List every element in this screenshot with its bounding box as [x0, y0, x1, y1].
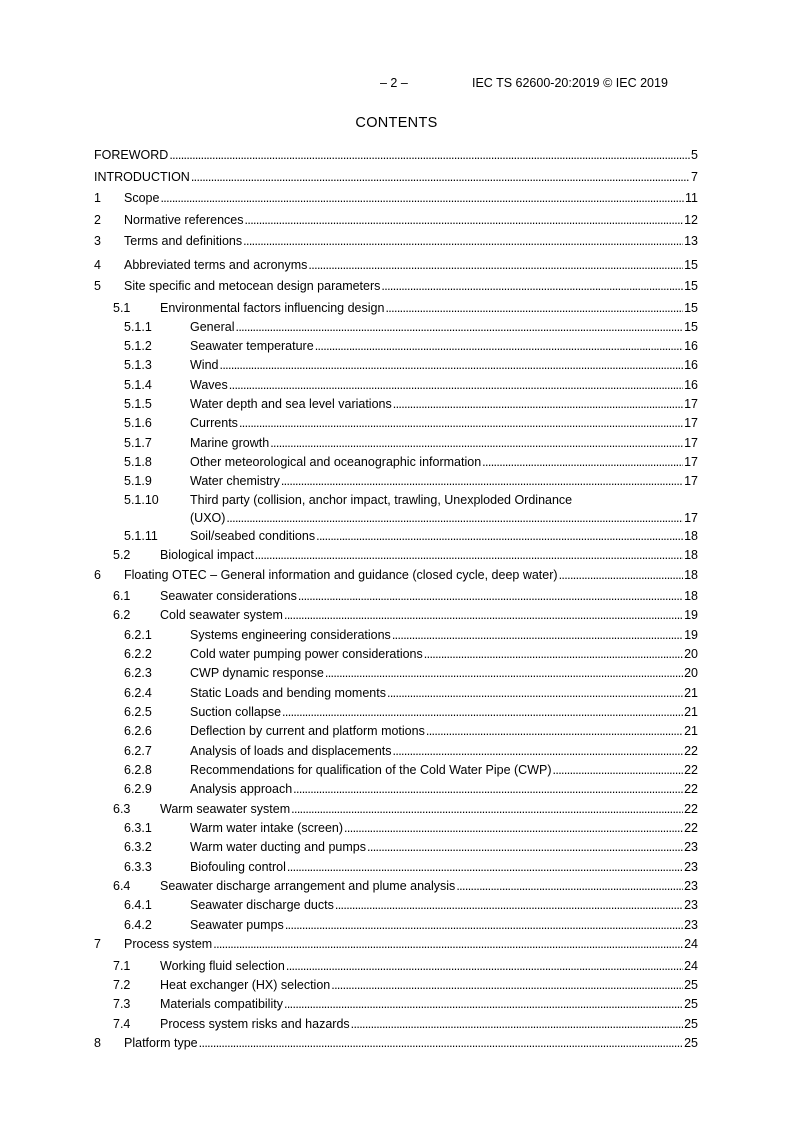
- toc-page-number: 19: [684, 628, 698, 642]
- toc-entry[interactable]: [94, 896, 698, 914]
- toc-page-number: 5: [691, 148, 698, 162]
- toc-page-number: 23: [684, 879, 698, 893]
- toc-entry[interactable]: [94, 146, 698, 164]
- toc-entry[interactable]: [94, 472, 698, 490]
- toc-section-number: 6.2.4: [124, 686, 152, 700]
- toc-section-title: Normative references: [124, 213, 244, 227]
- toc-section-title: Recommendations for qualification of the Cold Water Pipe (CWP): [190, 763, 552, 777]
- toc-section-number: 6.2.5: [124, 705, 152, 719]
- toc-section-number: 6.2.2: [124, 647, 152, 661]
- toc-page-number: 23: [684, 918, 698, 932]
- leader-dots: [308, 256, 683, 274]
- leader-dots: [315, 337, 683, 355]
- toc-section-title: Floating OTEC – General information and guidance (closed cycle, deep water): [124, 568, 558, 582]
- toc-entry[interactable]: [94, 800, 698, 818]
- toc-section-number: 6.1: [113, 589, 131, 603]
- toc-entry[interactable]: [94, 819, 698, 837]
- toc-entry[interactable]: [94, 232, 698, 250]
- toc-section-title: Warm water ducting and pumps: [190, 840, 367, 854]
- toc-page-number: 15: [684, 258, 698, 272]
- leader-dots: [219, 356, 683, 374]
- toc-section-number: 8: [94, 1036, 101, 1050]
- toc-page-number: 25: [684, 997, 698, 1011]
- leader-dots: [331, 976, 683, 994]
- leader-dots: [291, 800, 683, 818]
- toc-entry[interactable]: [94, 780, 698, 798]
- toc-section-title: Marine growth: [190, 436, 270, 450]
- toc-page-number: 22: [684, 763, 698, 777]
- toc-section-number: 6.2.8: [124, 763, 152, 777]
- page-title: CONTENTS: [355, 115, 438, 131]
- leader-dots: [381, 277, 683, 295]
- toc-section-number: 6: [94, 568, 101, 582]
- toc-entry[interactable]: [94, 546, 698, 564]
- toc-page-number: 22: [684, 782, 698, 796]
- toc-section-number: 5.1.10: [124, 493, 159, 507]
- toc-section-number: 6.3.1: [124, 821, 152, 835]
- toc-section-title: Analysis of loads and displacements: [190, 744, 392, 758]
- toc-section-title: Seawater discharge ducts: [190, 898, 334, 912]
- toc-section-title: Biological impact: [160, 548, 254, 562]
- toc-section-number: 6.4.2: [124, 918, 152, 932]
- toc-page-number: 24: [684, 959, 698, 973]
- toc-section-number: 5.1.11: [124, 529, 158, 543]
- toc-section-number: 7.1: [113, 959, 131, 973]
- toc-entry[interactable]: [94, 189, 698, 207]
- leader-dots: [335, 896, 683, 914]
- toc-section-title: Other meteorological and oceanographic information: [190, 455, 482, 469]
- toc-page-number: 18: [684, 548, 698, 562]
- toc-section-number: 6.2.7: [124, 744, 152, 758]
- toc-entry[interactable]: [94, 491, 698, 527]
- toc-page-number: 21: [684, 705, 698, 719]
- toc-page-number: 22: [684, 744, 698, 758]
- standard-reference: IEC TS 62600-20:2019 © IEC 2019: [472, 76, 668, 90]
- leader-dots: [367, 838, 683, 856]
- toc-entry[interactable]: [94, 376, 698, 394]
- toc-section-title: Warm seawater system: [160, 802, 291, 816]
- toc-page-number: 21: [684, 686, 698, 700]
- leader-dots: [393, 742, 684, 760]
- toc-section-title: Platform type: [124, 1036, 198, 1050]
- leader-dots: [281, 472, 683, 490]
- leader-dots: [160, 189, 684, 207]
- toc-entry[interactable]: [94, 664, 698, 682]
- toc-page-number: 18: [684, 589, 698, 603]
- toc-page-number: 12: [684, 213, 698, 227]
- toc-section-title: Terms and definitions: [124, 234, 243, 248]
- toc-section-title: Environmental factors influencing design: [160, 301, 385, 315]
- toc-section-number: 5.1.8: [124, 455, 152, 469]
- leader-dots: [393, 395, 683, 413]
- toc-section-title: INTRODUCTION: [94, 170, 190, 184]
- toc-page-number: 23: [684, 898, 698, 912]
- toc-section-number: 5.1.3: [124, 358, 152, 372]
- toc-section-number: 5.1.5: [124, 397, 152, 411]
- toc-entry[interactable]: [94, 356, 698, 374]
- toc-entry[interactable]: [94, 742, 698, 760]
- toc-page-number: 22: [684, 802, 698, 816]
- toc-section-title-cont: (UXO): [190, 511, 226, 525]
- toc-page-number: 18: [684, 529, 698, 543]
- leader-dots: [282, 703, 683, 721]
- toc-entry[interactable]: [94, 722, 698, 740]
- toc-section-title: Systems engineering considerations: [190, 628, 391, 642]
- toc-entry[interactable]: [94, 995, 698, 1013]
- toc-section-number: 6.3: [113, 802, 131, 816]
- leader-dots: [199, 1034, 683, 1052]
- toc-section-title: CWP dynamic response: [190, 666, 324, 680]
- leader-dots: [239, 414, 683, 432]
- toc-section-number: 5.1.7: [124, 436, 152, 450]
- toc-section-number: 7.3: [113, 997, 131, 1011]
- toc-entry[interactable]: [94, 916, 698, 934]
- toc-section-title: Waves: [190, 378, 228, 392]
- toc-section-number: 6.2.9: [124, 782, 152, 796]
- toc-section-title: Cold water pumping power considerations: [190, 647, 423, 661]
- leader-dots: [456, 877, 683, 895]
- toc-section-number: 6.2.3: [124, 666, 152, 680]
- toc-section-number: 6.2.6: [124, 724, 152, 738]
- toc-section-title: Suction collapse: [190, 705, 282, 719]
- leader-dots: [213, 935, 683, 953]
- leader-dots: [255, 546, 683, 564]
- toc-section-number: 6.4.1: [124, 898, 152, 912]
- leader-dots: [482, 453, 683, 471]
- toc-section-title: Working fluid selection: [160, 959, 285, 973]
- leader-dots: [243, 232, 683, 250]
- toc-page-number: 19: [684, 608, 698, 622]
- leader-dots: [284, 606, 683, 624]
- toc-section-title: Abbreviated terms and acronyms: [124, 258, 308, 272]
- toc-section-title: Warm water intake (screen): [190, 821, 344, 835]
- toc-page-number: 17: [684, 474, 698, 488]
- toc-section-number: 6.2.1: [124, 628, 152, 642]
- toc-entry[interactable]: [94, 858, 698, 876]
- toc-entry[interactable]: [94, 838, 698, 856]
- toc-page-number: 23: [684, 840, 698, 854]
- toc-entry[interactable]: [94, 256, 698, 274]
- toc-page-number: 17: [684, 416, 698, 430]
- toc-page-number: 17: [684, 436, 698, 450]
- toc-entry[interactable]: [94, 566, 698, 584]
- toc-section-title: Seawater discharge arrangement and plume analysis: [160, 879, 456, 893]
- toc-entry[interactable]: [94, 337, 698, 355]
- toc-section-number: 5.1.6: [124, 416, 152, 430]
- toc-entry[interactable]: [94, 626, 698, 644]
- toc-section-number: 6.3.2: [124, 840, 152, 854]
- toc-section-title: Water chemistry: [190, 474, 280, 488]
- leader-dots: [226, 509, 683, 527]
- toc-section-number: 5.1.2: [124, 339, 152, 353]
- toc-entry[interactable]: [94, 1015, 698, 1033]
- toc-page-number: 11: [685, 191, 698, 205]
- toc-page-number: 24: [684, 937, 698, 951]
- toc-section-title: Materials compatibility: [160, 997, 283, 1011]
- leader-dots: [235, 318, 683, 336]
- toc-entry[interactable]: [94, 645, 698, 663]
- toc-page-number: 25: [684, 1036, 698, 1050]
- toc-section-number: 6.4: [113, 879, 131, 893]
- toc-entry[interactable]: [94, 1034, 698, 1052]
- toc-entry[interactable]: [94, 761, 698, 779]
- leader-dots: [325, 664, 683, 682]
- toc-page-number: 16: [684, 378, 698, 392]
- toc-entry[interactable]: [94, 395, 698, 413]
- leader-dots: [284, 995, 683, 1013]
- toc-section-number: 4: [94, 258, 101, 272]
- toc-page-number: 23: [684, 860, 698, 874]
- toc-section-number: 7: [94, 937, 101, 951]
- toc-section-title: Scope: [124, 191, 160, 205]
- toc-page-number: 20: [684, 666, 698, 680]
- toc-section-number: 2: [94, 213, 101, 227]
- toc-page-number: 17: [684, 511, 698, 525]
- toc-section-number: 6.3.3: [124, 860, 152, 874]
- leader-dots: [191, 168, 690, 186]
- leader-dots: [426, 722, 683, 740]
- toc-section-number: 7.4: [113, 1017, 131, 1031]
- toc-section-title: Cold seawater system: [160, 608, 283, 622]
- toc-section-title: Biofouling control: [190, 860, 286, 874]
- page-number: – 2 –: [380, 76, 408, 90]
- toc-section-number: 5.1.4: [124, 378, 152, 392]
- leader-dots: [392, 626, 683, 644]
- toc-section-title: Soil/seabed conditions: [190, 529, 316, 543]
- toc-entry[interactable]: [94, 211, 698, 229]
- toc-page-number: 16: [684, 358, 698, 372]
- toc-page-number: 25: [684, 978, 698, 992]
- toc-section-title: Static Loads and bending moments: [190, 686, 386, 700]
- toc-section-number: 5.2: [113, 548, 131, 562]
- toc-section-number: 6.2: [113, 608, 131, 622]
- toc-page-number: 17: [684, 397, 698, 411]
- leader-dots: [316, 527, 683, 545]
- toc-entry[interactable]: [94, 453, 698, 471]
- toc-section-title: Heat exchanger (HX) selection: [160, 978, 331, 992]
- toc-page-number: 22: [684, 821, 698, 835]
- toc-entry[interactable]: [94, 957, 698, 975]
- toc-entry[interactable]: [94, 318, 698, 336]
- toc-page-number: 15: [684, 320, 698, 334]
- toc-entry[interactable]: [94, 935, 698, 953]
- leader-dots: [285, 916, 683, 934]
- toc-entry[interactable]: [94, 877, 698, 895]
- toc-section-number: 7.2: [113, 978, 131, 992]
- leader-dots: [298, 587, 683, 605]
- toc-section-title: Process system risks and hazards: [160, 1017, 350, 1031]
- leader-dots: [245, 211, 684, 229]
- toc-entry[interactable]: [94, 414, 698, 432]
- leader-dots: [387, 684, 683, 702]
- leader-dots: [270, 434, 683, 452]
- toc-section-title: Site specific and metocean design parameters: [124, 279, 381, 293]
- toc-entry[interactable]: [94, 277, 698, 295]
- toc-section-title: General: [190, 320, 235, 334]
- toc-section-number: 5.1: [113, 301, 131, 315]
- toc-section-title: Third party (collision, anchor impact, trawling, Unexploded Ordinance: [190, 493, 573, 507]
- toc-page-number: 16: [684, 339, 698, 353]
- toc-entry[interactable]: [94, 703, 698, 721]
- leader-dots: [553, 761, 684, 779]
- toc-page-number: 15: [684, 279, 698, 293]
- toc-page-number: 18: [684, 568, 698, 582]
- leader-dots: [385, 299, 683, 317]
- leader-dots: [286, 957, 683, 975]
- toc-section-title: Seawater temperature: [190, 339, 314, 353]
- toc-section-title: Seawater pumps: [190, 918, 284, 932]
- toc-page-number: 25: [684, 1017, 698, 1031]
- toc-section-title: Water depth and sea level variations: [190, 397, 392, 411]
- leader-dots: [287, 858, 683, 876]
- toc-entry[interactable]: [94, 976, 698, 994]
- leader-dots: [169, 146, 690, 164]
- toc-entry[interactable]: [94, 168, 698, 186]
- toc-page-number: 21: [684, 724, 698, 738]
- toc-section-title: Currents: [190, 416, 238, 430]
- toc-section-title: Wind: [190, 358, 219, 372]
- toc-section-title: Analysis approach: [190, 782, 293, 796]
- toc-section-title: Seawater considerations: [160, 589, 297, 603]
- toc-section-number: 3: [94, 234, 101, 248]
- toc-section-title: Process system: [124, 937, 213, 951]
- toc-page-number: 17: [684, 455, 698, 469]
- toc-section-number: 1: [94, 191, 101, 205]
- toc-section-number: 5.1.1: [124, 320, 152, 334]
- toc-entry[interactable]: [94, 684, 698, 702]
- toc-page-number: 13: [684, 234, 698, 248]
- toc-page-number: 20: [684, 647, 698, 661]
- toc-entry[interactable]: [94, 527, 698, 545]
- toc-entry[interactable]: [94, 434, 698, 452]
- toc-section-number: 5.1.9: [124, 474, 152, 488]
- leader-dots: [559, 566, 684, 584]
- leader-dots: [344, 819, 683, 837]
- toc-entry[interactable]: [94, 587, 698, 605]
- toc-page-number: 15: [684, 301, 698, 315]
- toc-section-title: FOREWORD: [94, 148, 169, 162]
- toc-section-title: Deflection by current and platform motions: [190, 724, 425, 738]
- toc-entry[interactable]: [94, 606, 698, 624]
- toc-page-number: 7: [691, 170, 698, 184]
- leader-dots: [229, 376, 683, 394]
- leader-dots: [351, 1015, 683, 1033]
- leader-dots: [424, 645, 683, 663]
- leader-dots: [293, 780, 683, 798]
- toc-section-number: 5: [94, 279, 101, 293]
- toc-entry[interactable]: [94, 299, 698, 317]
